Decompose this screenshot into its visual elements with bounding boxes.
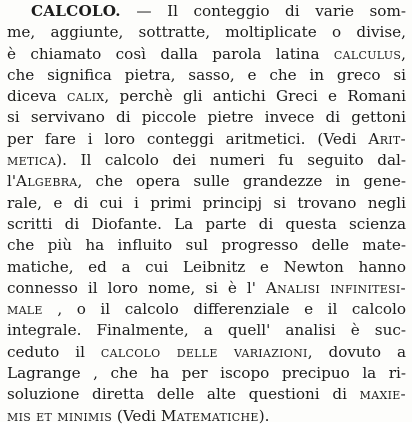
text-line (7, 193, 406, 214)
small-caps-term: male (7, 300, 43, 319)
text-run: diceva (7, 87, 68, 106)
text-line (7, 107, 406, 128)
text-run: ). (258, 406, 270, 425)
text-line (7, 1, 406, 22)
text-run: è chiamato così dalla parola latina (7, 44, 334, 63)
text-run: , dovuto a (307, 342, 406, 361)
small-caps-term: Algebra (16, 172, 78, 191)
small-caps-term: metica (7, 151, 57, 170)
text-line (7, 22, 406, 43)
text-line (7, 299, 406, 320)
text-line (7, 171, 406, 192)
text-line (7, 150, 406, 171)
text-run: per fare i loro conteggi aritmetici. (Vedi (7, 129, 369, 148)
text-run: soluzione diretta delle alte questioni di (7, 385, 360, 404)
text-run: connesso il loro nome, si è l' (7, 278, 266, 297)
text-run: , che opera sulle grandezze in gene- (77, 172, 406, 191)
text-line (7, 257, 406, 278)
text-line (7, 278, 406, 299)
small-caps-term: calculus (333, 44, 402, 63)
small-caps-term: Arit- (368, 129, 406, 148)
text-run: ceduto il (7, 342, 101, 361)
text-run: Lagrange , che ha per iscopo precipuo la ri- (7, 364, 406, 383)
text-line (7, 384, 406, 405)
small-caps-term: maxie- (359, 385, 406, 404)
text-run: — Il conteggio di varie som- (120, 2, 406, 20)
text-run: scritti di Diofante. La parte di questa scienza (7, 214, 406, 233)
text-line (7, 235, 406, 256)
small-caps-term: calix (67, 87, 105, 106)
text-run: si servivano di piccole pietre invece di gettoni (7, 108, 406, 127)
small-caps-term: Matematiche (160, 406, 259, 425)
text-run: che significa pietra, sasso, e che in greco si (7, 65, 406, 84)
text-line (7, 342, 406, 363)
small-caps-term: mis et minimis (7, 406, 113, 425)
text-line (7, 129, 406, 150)
text-run: ). Il calcolo dei numeri fu seguito dal- (56, 151, 406, 170)
text-run: integrale. Finalmente, a quell' analisi è suc- (7, 321, 406, 340)
text-line (7, 214, 406, 235)
text-run: , o il calcolo differenziale e il calcolo (42, 300, 406, 319)
text-run: , (401, 44, 406, 63)
text-run: che più ha influito sul progresso delle mate- (7, 236, 406, 255)
text-run: matiche, ed a cui Leibnitz e Newton hanno (7, 257, 406, 276)
text-run: rale, e di cui i primi principj si trovano negli (7, 193, 406, 212)
text-line (7, 86, 406, 107)
text-run: l' (7, 172, 17, 191)
text-line (7, 406, 406, 427)
entry-heading: CALCOLO. (31, 2, 121, 20)
text-line (7, 363, 406, 384)
text-run: , perchè gli antichi Greci e Romani (104, 87, 406, 106)
text-line (7, 65, 406, 86)
text-run: (Vedi (112, 406, 161, 425)
text-line (7, 44, 406, 65)
small-caps-term: calcolo delle variazioni (100, 342, 308, 361)
text-line (7, 320, 406, 341)
text-run: me, aggiunte, sottratte, moltiplicate o divise, (7, 23, 406, 42)
dictionary-entry-calcolo (7, 1, 406, 427)
small-caps-term: Analisi infinitesi- (265, 278, 406, 297)
